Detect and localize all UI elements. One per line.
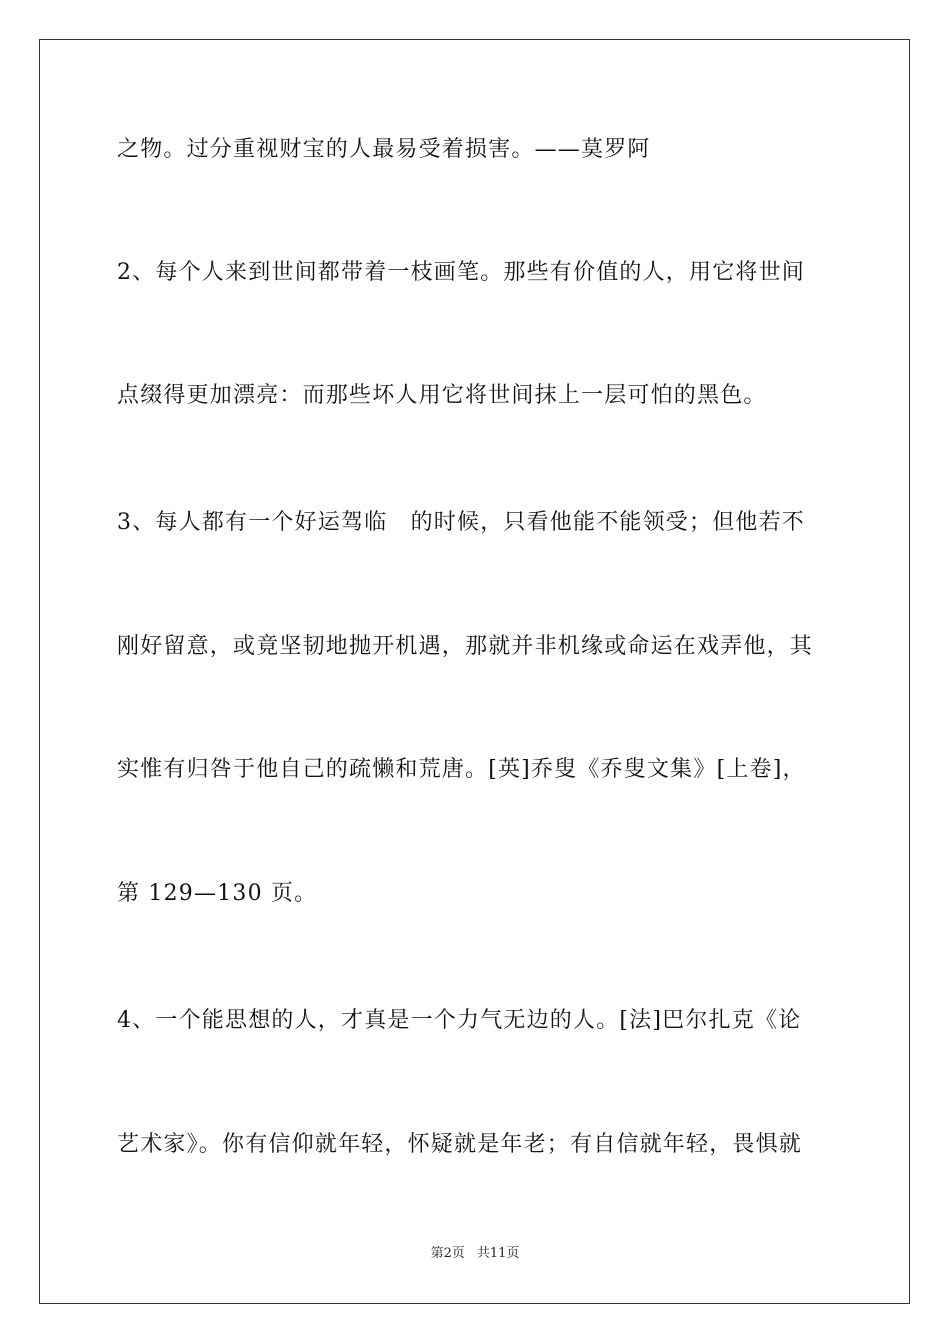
text-line-9: 艺术家》。你有信仰就年轻，怀疑就是年老；有自信就年轻，畏惧就: [117, 1132, 803, 1157]
text-line-4: 3、每人都有一个好运驾临 的时候，只看他能不能领受；但他若不: [117, 510, 805, 535]
page-number: 第2页: [430, 1246, 465, 1261]
text-line-3: 点缀得更加漂亮：而那些坏人用它将世间抹上一层可怕的黑色。: [117, 383, 767, 408]
text-line-2: 2、每个人来到世间都带着一枝画笔。那些有价值的人，用它将世间: [117, 260, 805, 285]
page-total: 共11页: [476, 1246, 520, 1261]
text-line-8: 4、一个能思想的人，才真是一个力气无边的人。[法]巴尔扎克《论: [117, 1008, 802, 1033]
text-line-5: 刚好留意，或竟坚韧地抛开机遇，那就并非机缘或命运在戏弄他，其: [117, 634, 814, 659]
page-border: [39, 39, 910, 1304]
page-footer: [0, 1245, 950, 1263]
text-line-7: 第 129—130 页。: [117, 881, 318, 906]
text-line-6: 实惟有归咎于他自己的疏懒和荒唐。[英]乔叟《乔叟文集》[上卷]，: [117, 757, 806, 782]
text-line-1: 之物。过分重视财宝的人最易受着损害。——莫罗阿: [117, 137, 651, 162]
